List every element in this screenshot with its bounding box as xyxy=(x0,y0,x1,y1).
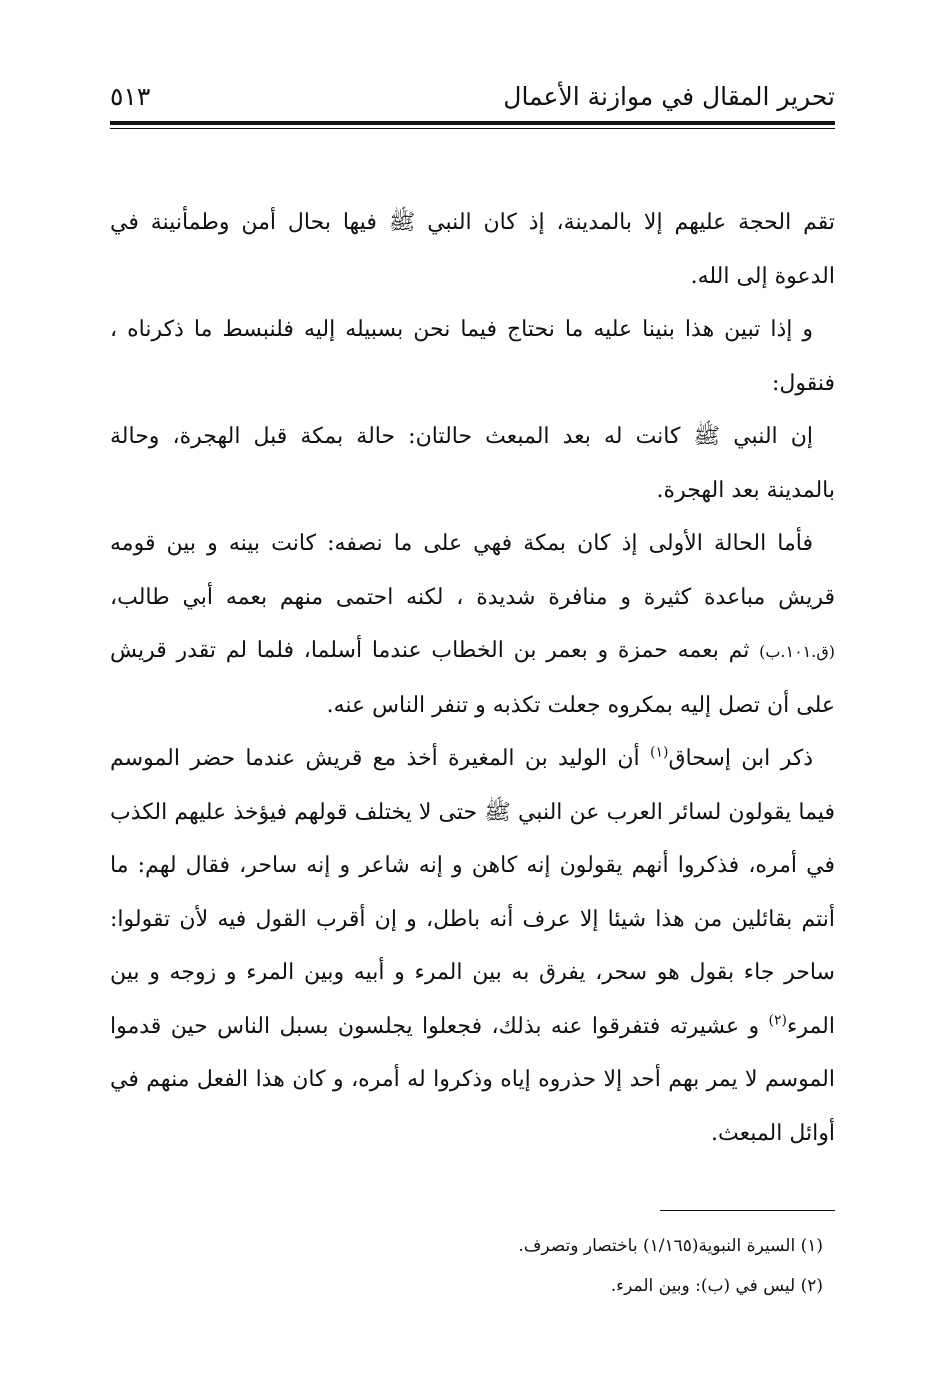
paragraph-text: أن الوليد بن المغيرة أخذ مع قريش عندما حضر الموسم فيما يقولون لسائر العرب عن النبي ﷺ حتى لا يختلف قولهم فيؤخذ عليهم الكذب في أمره، فذكروا أنهم يقولون إنه كاهن و إنه شاعر و إنه ساحر، فقال لهم: ما أنتم بقائلين من هذا شيئا إلا عرف أنه باطل، و إن أقرب القول فيه لأن تقولوا: ساحر جاء بقول هو سحر، يفرق به بين المرء و أبيه وبين المرء و زوجه و بين المرء xyxy=(110,746,835,1039)
main-text xyxy=(110,196,835,1160)
footnote: (٢) ليس في (ب): وبين المرء. xyxy=(610,1276,823,1296)
paragraph-text: و عشيرته فتفرقوا عنه بذلك، فجعلوا يجلسون بسبل الناس حين قدموا الموسم لا يمر بهم أحد إلا حذروه إياه وذكروا له أمره، و كان هذا الفعل منهم في أوائل المبعث. xyxy=(110,1013,835,1146)
footnote: (١) السيرة النبوية(١/١٦٥) باختصار وتصرف. xyxy=(518,1236,823,1256)
paragraph: تقم الحجة عليهم إلا بالمدينة، إذ كان النبي ﷺ فيها بحال أمن وطمأنينة في الدعوة إلى الله. xyxy=(110,210,835,289)
paragraph: و إذا تبين هذا بنينا عليه ما نحتاج فيما نحن بسبيله إليه فلنبسط ما ذكرناه ، فنقول: xyxy=(110,317,835,396)
footnote-marker: (٢) xyxy=(768,1012,787,1029)
paragraph-text: ذكر ابن إسحاق xyxy=(668,746,813,771)
footnote-marker: (١) xyxy=(649,744,669,761)
footnote-separator xyxy=(660,1210,835,1211)
page-number: ٥١٣ xyxy=(110,82,151,111)
header-rule-thick xyxy=(110,121,835,125)
header-rule-thin xyxy=(110,128,835,129)
paragraph: إن النبي ﷺ كانت له بعد المبعث حالتان: حالة بمكة قبل الهجرة، وحالة بالمدينة بعد الهجرة. xyxy=(110,424,835,503)
running-header xyxy=(110,78,835,118)
running-title: تحرير المقال في موازنة الأعمال xyxy=(503,82,835,111)
paragraph xyxy=(110,732,835,1160)
manuscript-folio-reference: (ق.١٠١.ب) xyxy=(759,642,835,661)
paragraph-text: ثم بعمه حمزة و بعمر بن الخطاب عندما أسلما، فلما لم تقدر قريش على أن تصل إليه بمكروه جعلت تكذبه و تنفر الناس عنه. xyxy=(110,638,835,718)
paragraph-text: فأما الحالة الأولى إذ كان بمكة فهي على ما نصفه: كانت بينه و بين قومه قريش مباعدة كثيرة و منافرة شديدة ، لكنه احتمى منهم بعمه أبي طالب، xyxy=(110,531,835,610)
paragraph xyxy=(110,517,835,732)
footnotes xyxy=(110,1226,835,1306)
